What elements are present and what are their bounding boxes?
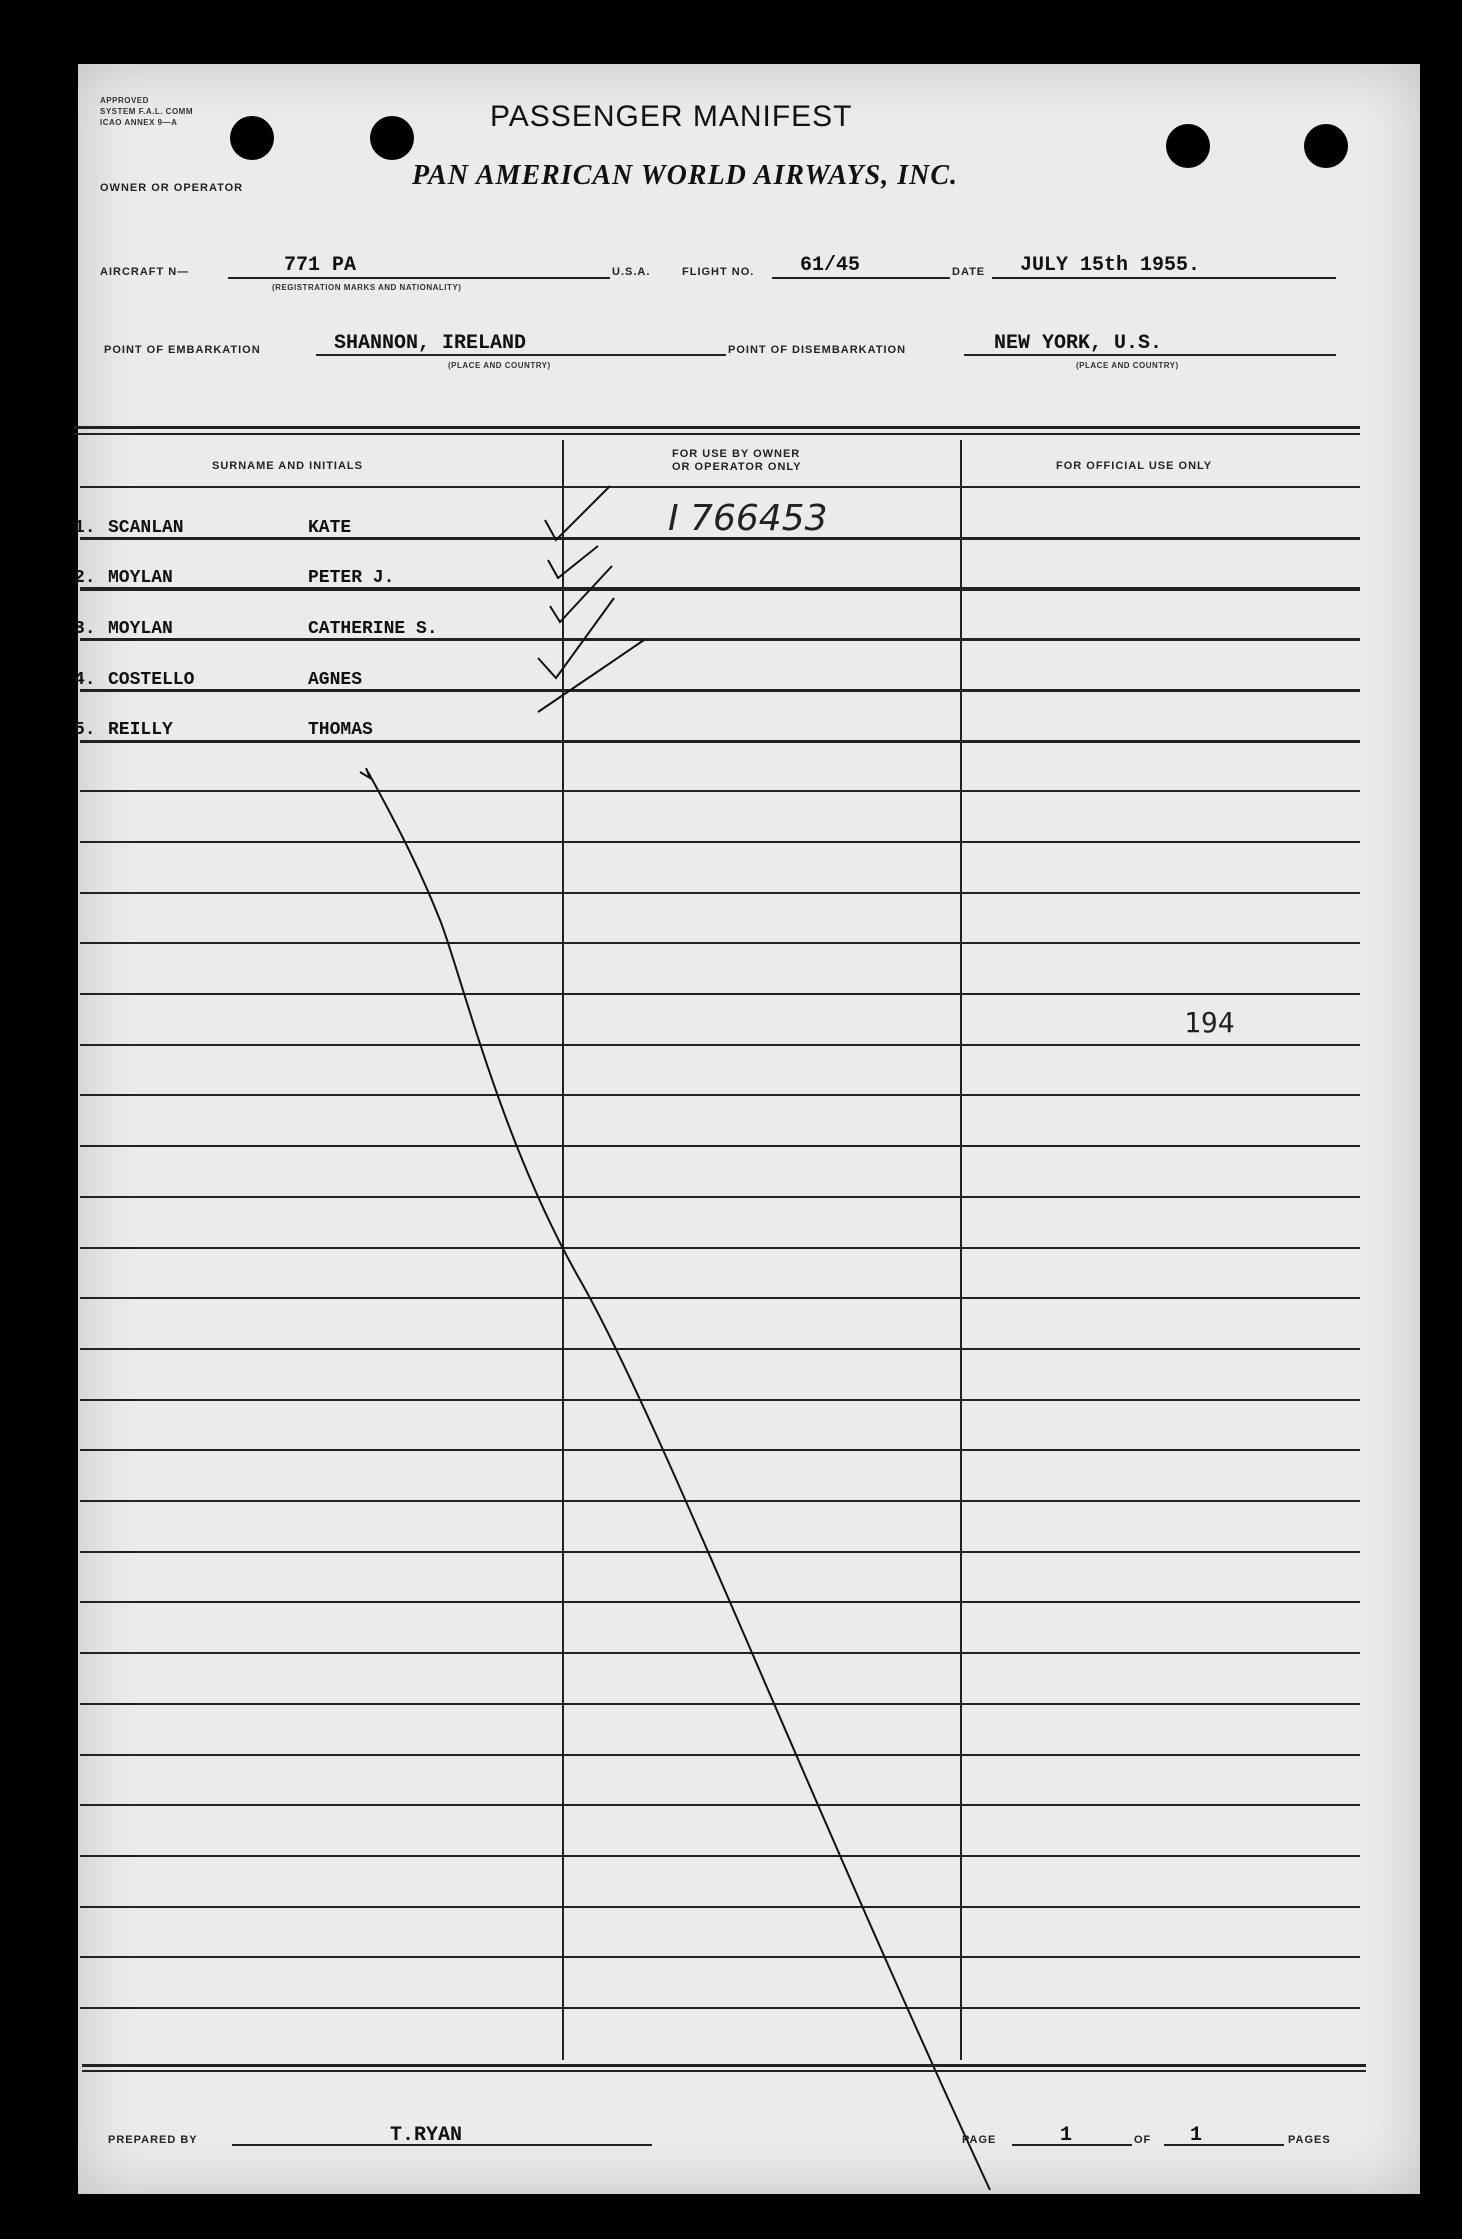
date-label: DATE: [952, 266, 986, 278]
company-name: PAN AMERICAN WORLD AIRWAYS, INC.: [412, 160, 959, 191]
cancellation-stroke: [368, 772, 990, 2190]
column-header-official: FOR OFFICIAL USE ONLY: [1056, 460, 1213, 472]
usa-label: U.S.A.: [612, 266, 651, 278]
embarkation-value: SHANNON, IRELAND: [334, 332, 527, 355]
embarkation-label: POINT OF EMBARKATION: [104, 344, 261, 356]
approval-line-1: APPROVED: [100, 96, 149, 105]
of-label: OF: [1134, 2134, 1152, 2146]
check-mark: [538, 598, 614, 678]
flight-value: 61/45: [800, 254, 861, 277]
passenger-surname: SCANLAN: [108, 518, 184, 538]
page-label: PAGE: [962, 2134, 997, 2146]
passenger-surname: MOYLAN: [108, 568, 173, 588]
passenger-number: 5.: [74, 720, 96, 740]
column-header-owner-1: FOR USE BY OWNER: [672, 448, 801, 460]
passenger-given-name: KATE: [308, 518, 352, 538]
disembarkation-label: POINT OF DISEMBARKATION: [728, 344, 907, 356]
aircraft-label: AIRCRAFT N—: [100, 266, 190, 278]
passenger-given-name: PETER J.: [308, 568, 395, 588]
check-marks: [538, 486, 644, 712]
pages-label: PAGES: [1288, 2134, 1331, 2146]
passenger-number: 2.: [74, 568, 96, 588]
date-value: JULY 15th 1955.: [1020, 254, 1201, 277]
passenger-number: 4.: [74, 670, 96, 690]
passenger-number: 3.: [74, 619, 96, 639]
prepared-by-label: PREPARED BY: [108, 2134, 198, 2146]
approval-line-3: ICAO ANNEX 9—A: [100, 118, 178, 127]
embarkation-caption: (PLACE AND COUNTRY): [448, 361, 551, 370]
registration-caption: (REGISTRATION MARKS AND NATIONALITY): [272, 283, 462, 292]
page-value: 1: [1060, 2124, 1073, 2147]
passenger-surname: MOYLAN: [108, 619, 173, 639]
passenger-surname: COSTELLO: [108, 670, 195, 690]
owner-label: OWNER OR OPERATOR: [100, 182, 244, 194]
aircraft-value: 771 PA: [284, 254, 357, 277]
owner-handwritten-note: I 766453: [668, 498, 828, 539]
passenger-number: 1.: [74, 518, 96, 538]
disembarkation-value: NEW YORK, U.S.: [994, 332, 1163, 355]
check-mark: [545, 486, 610, 540]
passenger-given-name: THOMAS: [308, 720, 373, 740]
disembarkation-caption: (PLACE AND COUNTRY): [1076, 361, 1179, 370]
passenger-given-name: AGNES: [308, 670, 363, 690]
column-header-owner-2: OR OPERATOR ONLY: [672, 461, 802, 473]
approval-line-2: SYSTEM F.A.L. COMM: [100, 107, 193, 116]
check-mark: [548, 546, 598, 578]
passenger-surname: REILLY: [108, 720, 173, 740]
flight-label: FLIGHT NO.: [682, 266, 755, 278]
of-value: 1: [1190, 2124, 1203, 2147]
prepared-by-value: T.RYAN: [390, 2124, 463, 2147]
column-header-surname: SURNAME AND INITIALS: [212, 460, 363, 472]
official-stamp-number: 194: [1184, 1006, 1235, 1039]
page-title: PASSENGER MANIFEST: [490, 100, 853, 133]
passenger-given-name: CATHERINE S.: [308, 619, 438, 639]
